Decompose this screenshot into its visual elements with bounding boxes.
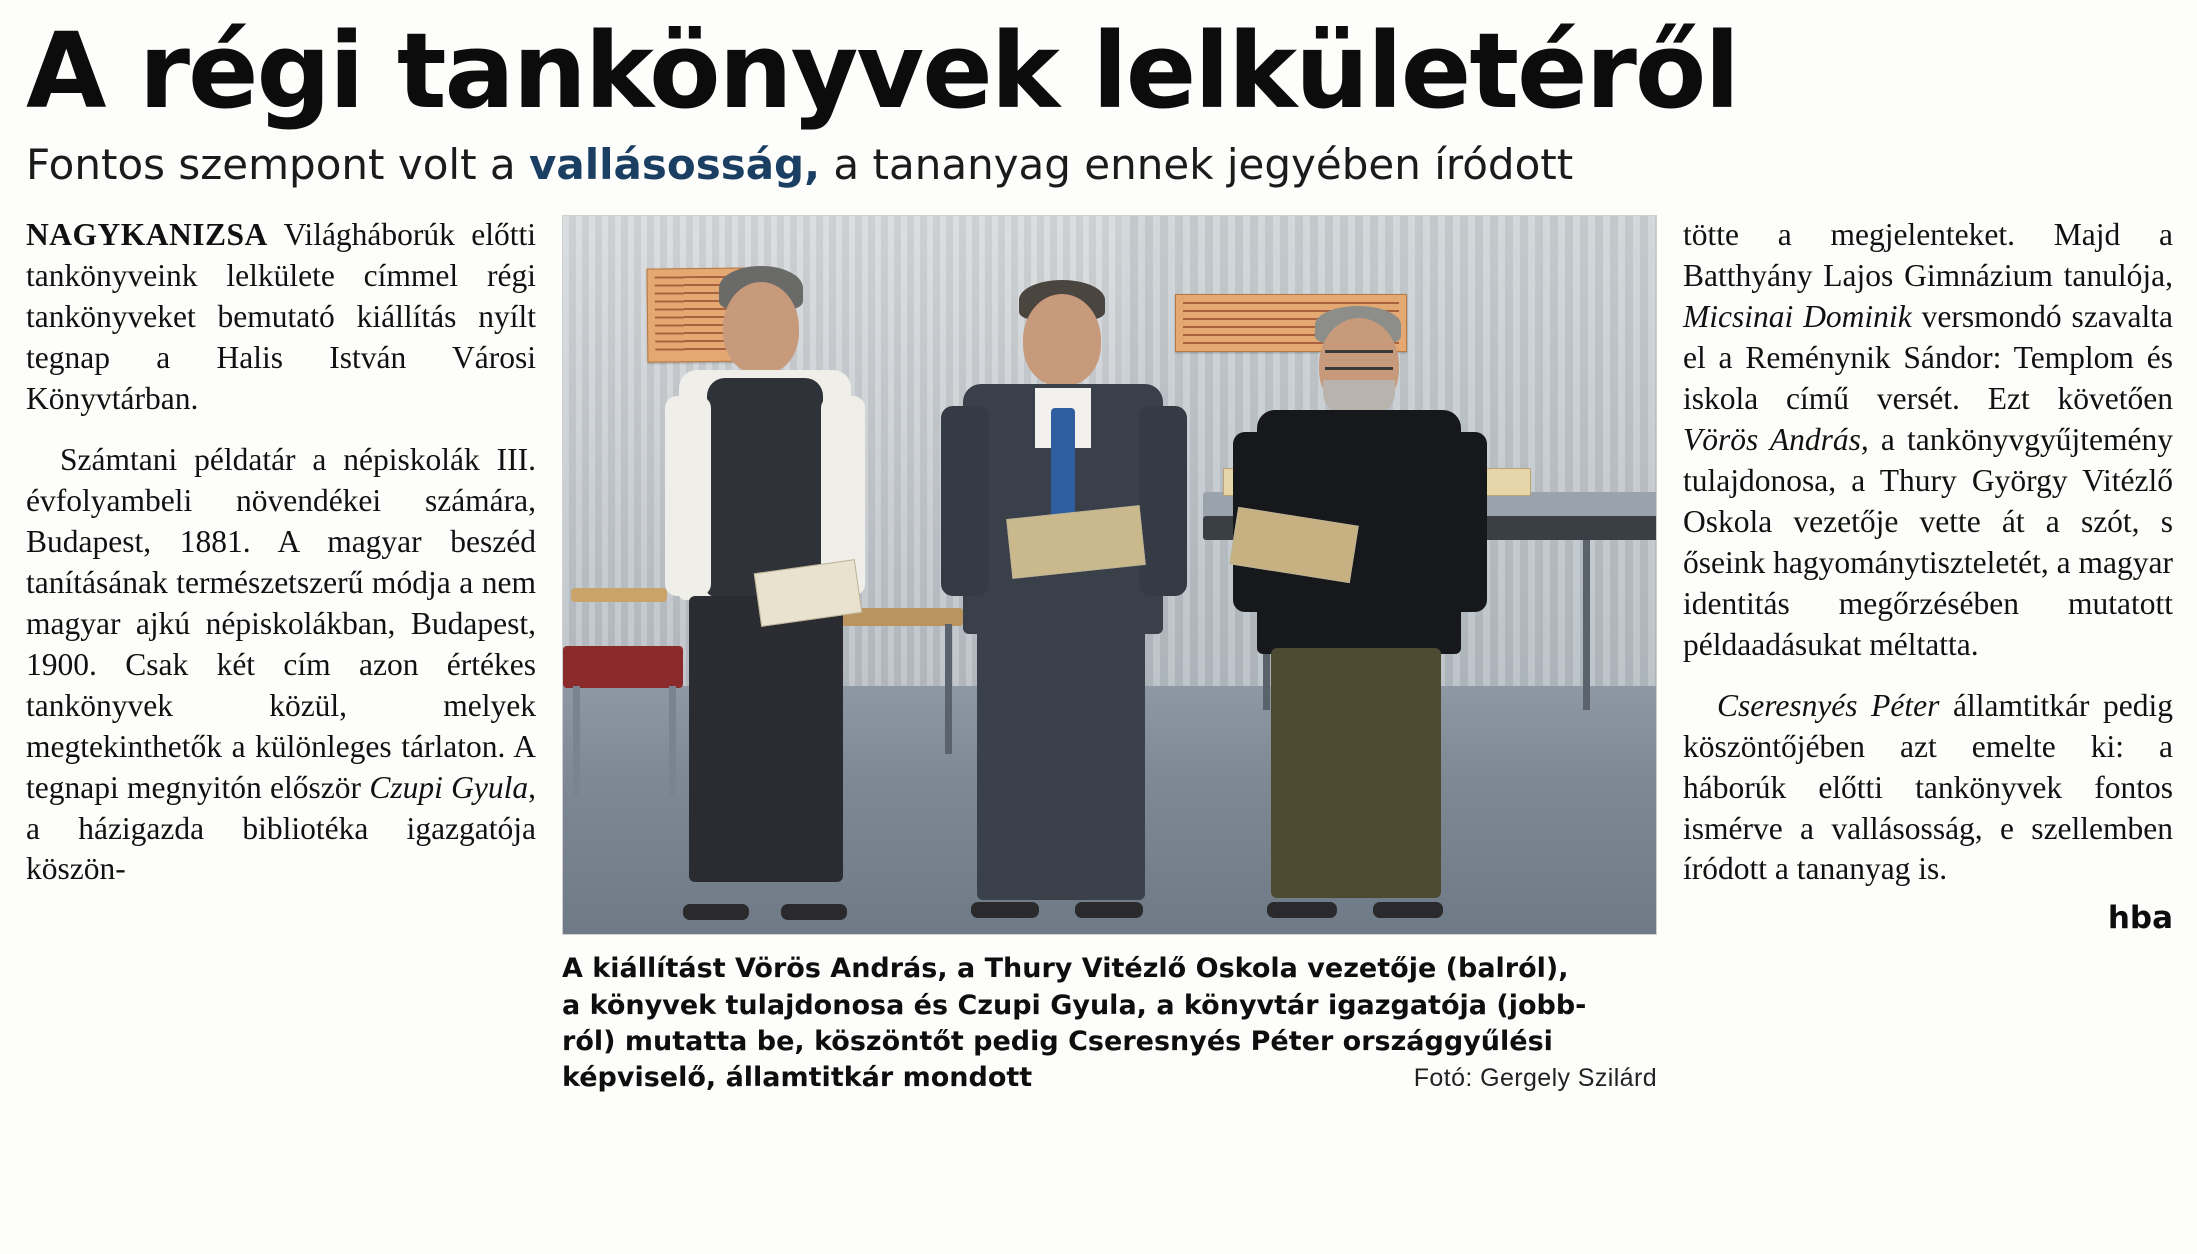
left-paragraph-1 xyxy=(26,440,536,890)
right-paragraph-2-italic: Cseresnyés Péter xyxy=(1717,687,1940,723)
column-left xyxy=(26,215,536,890)
photo-person-center-tie xyxy=(1051,408,1075,528)
subheadline-part-2: a tananyag ennek jegyében íródott xyxy=(820,140,1574,190)
photo-person-left-shoe xyxy=(781,904,847,920)
photo-credit-name: Gergely Szilárd xyxy=(1480,1063,1657,1092)
left-paragraph-1-part-b: , a házigazda bibliotéka igazgatója köszön- xyxy=(26,769,536,887)
photo-person-left-vest xyxy=(707,378,823,596)
photo-person-right xyxy=(1223,296,1503,916)
left-paragraph-1-italic: Czupi Gyula xyxy=(369,769,529,805)
photo-person-right-shoe xyxy=(1267,902,1337,918)
left-paragraph-1-part-a: Számtani példatár a népiskolák III. évfolyambeli növendékei számára, Budapest, 1881. A magyar beszéd tanításának természetszerű módja a nem magyar ajkú népiskolákban, Budapest, 1900. Csak két cím azon értékes tankönyvek közül, melyek megtekinthetők a különleges tárlaton. A tegnapi megnyitón először xyxy=(26,442,536,805)
subheadline-highlight: vallásosság, xyxy=(528,140,821,190)
photo-person-center xyxy=(923,276,1213,916)
article-columns xyxy=(26,215,2174,1096)
photo-person-left-trousers xyxy=(689,596,843,882)
photo-caption-line-1: A kiállítást Vörös András, a Thury Vitézlő Oskola vezetője (balról), xyxy=(562,953,1569,985)
right-paragraph-1-italic-2: Vörös András, xyxy=(1683,422,1869,458)
page-title: A régi tankönyvek lelkületéről xyxy=(26,10,1738,132)
photo-scene xyxy=(563,216,1656,934)
photo-person-right-glasses xyxy=(1325,350,1393,370)
photo-caption-credit-row xyxy=(562,1060,1657,1096)
lede-location: NAGYKANIZSA xyxy=(26,217,268,253)
photo-chair-leg xyxy=(573,686,580,796)
article-photo xyxy=(562,215,1657,935)
photo-caption-line-2: a könyvek tulajdonosa és Czupi Gyula, a könyvtár igazgatója (jobb- xyxy=(562,989,1587,1021)
photo-person-center-head xyxy=(1023,294,1101,386)
photo-person-left-head xyxy=(723,282,799,374)
photo-caption xyxy=(562,951,1657,1096)
lede-paragraph xyxy=(26,215,536,420)
column-middle xyxy=(562,215,1657,1096)
photo-person-left xyxy=(633,266,903,916)
lede-text: Világháborúk előtti tankönyveink lelkülete címmel régi tankönyveket bemutató kiállítás nyílt tegnap a Halis István Városi Könyvtárban. xyxy=(26,217,536,417)
subheadline-part-1: Fontos szempont volt a xyxy=(26,140,529,190)
photo-person-right-shoe xyxy=(1373,902,1443,918)
photo-person-center-arm xyxy=(1139,406,1187,596)
photo-caption-line-3: ról) mutatta be, köszöntőt pedig Cseresnyés Péter országgyűlési xyxy=(562,1025,1553,1057)
right-paragraph-1 xyxy=(1683,215,2173,665)
photo-caption-line-4: képviselő, államtitkár mondott xyxy=(562,1061,1033,1093)
right-paragraph-1-part-c: a tankönyvgyűjtemény tulajdonosa, a Thury György Vitézlő Oskola vezetője vette át a szót, s őseink hagyománytiszteletét, a magyar identitás megőrzésében mutatott példaadásukat méltatta. xyxy=(1683,422,2174,662)
column-right xyxy=(1683,215,2173,936)
photo-person-right-arm xyxy=(1435,432,1487,612)
right-paragraph-2 xyxy=(1683,686,2173,891)
subheadline xyxy=(26,141,2171,189)
author-initials: hba xyxy=(2107,900,2173,937)
right-paragraph-2-text: államtitkár pedig köszöntőjében azt emelte ki: a háborúk előtti tankönyvek fontos ismérve a vallásosság, e szellemben íródott a tananyag is. xyxy=(1683,687,2173,887)
photo-table-leg xyxy=(1583,540,1590,710)
photo-person-center-arm xyxy=(941,406,989,596)
right-paragraph-1-part-b: versmondó szavalta el a Reménynik Sándor: Templom és iskola című versét. Ezt követően xyxy=(1683,299,2173,417)
photo-person-center-shoe xyxy=(1075,902,1143,918)
photo-person-right-trousers xyxy=(1271,648,1441,898)
right-paragraph-1-italic-1: Micsinai Dominik xyxy=(1683,299,1912,335)
photo-person-left-arm xyxy=(665,396,711,596)
photo-person-center-shoe xyxy=(971,902,1039,918)
photo-person-left-shoe xyxy=(683,904,749,920)
photo-credit-label: Fotó: xyxy=(1413,1063,1473,1092)
photo-credit xyxy=(1414,1062,1657,1096)
photo-person-center-trousers xyxy=(977,628,1145,900)
right-paragraph-1-part-a: tötte a megjelenteket. Majd a Batthyány Lajos Gimnázium tanulója, xyxy=(1683,217,2173,294)
